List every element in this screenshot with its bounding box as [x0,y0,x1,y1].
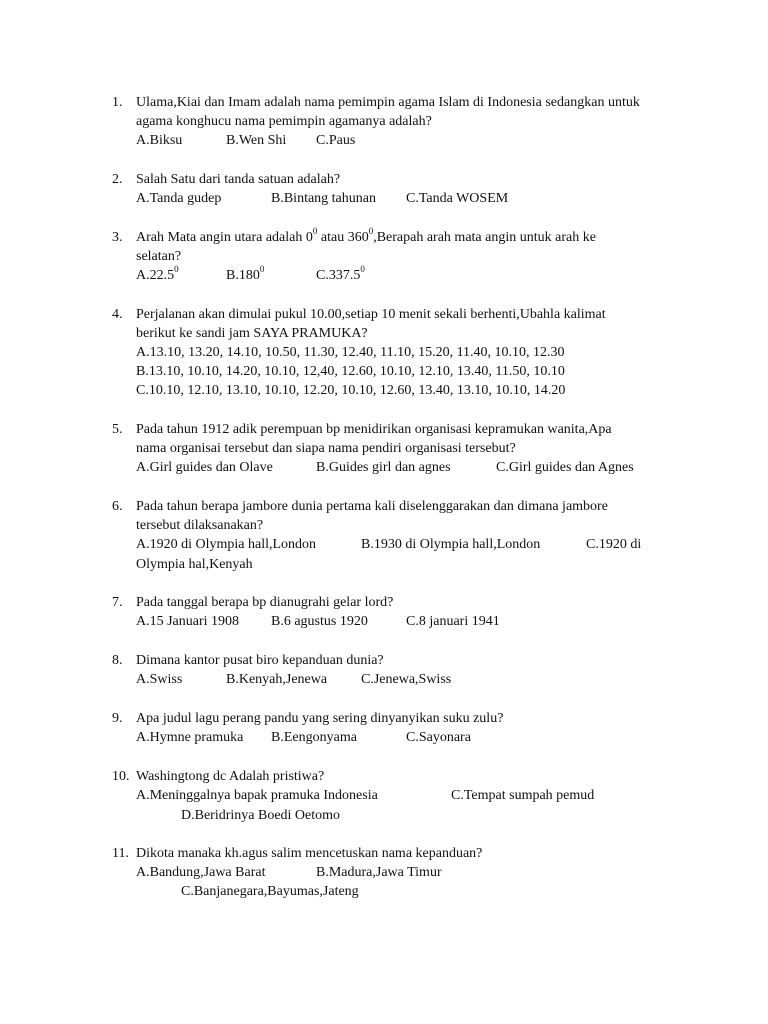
option-c: C.Jenewa,Swiss [361,672,452,687]
question-number: 2. [112,172,123,187]
option-a: A.Biksu [136,133,183,148]
question-number: 10. [112,769,130,784]
option-c: C.Paus [316,133,356,148]
question-text: Pada tahun berapa jambore dunia pertama kali diselenggarakan dan dimana jambore [136,499,608,514]
question-number: 1. [112,95,123,110]
option-b: B.Kenyah,Jenewa [226,672,328,687]
option-c: C.1920 di [586,537,642,552]
option-a: A.Girl guides dan Olave [136,460,273,475]
option-a: A.15 Januari 1908 [136,614,240,629]
question-number: 11. [112,846,129,861]
option-b: B.Eengonyama [271,730,357,745]
question-text: Ulama,Kiai dan Imam adalah nama pemimpin agama Islam di Indonesia sedangkan untuk [136,95,640,110]
question-number: 7. [112,595,123,610]
option-a: A.13.10, 13.20, 14.10, 10.50, 11.30, 12.40, 11.10, 15.20, 11.40, 10.10, 12.30 [136,345,565,360]
question-text: tersebut dilaksanakan? [136,518,264,533]
option-b: B.13.10, 10.10, 14.20, 10.10, 12,40, 12.60, 10.10, 12.10, 13.40, 11.50, 10.10 [136,364,565,379]
option-a: A.Swiss [136,672,183,687]
option-c: C.Tanda WOSEM [406,191,509,206]
question-text: Salah Satu dari tanda satuan adalah? [136,172,341,187]
question-text: Pada tanggal berapa bp dianugrahi gelar lord? [136,595,394,610]
question-text: Apa judul lagu perang pandu yang sering dinyanyikan suku zulu? [136,711,504,726]
option-b: B.Wen Shi [226,133,287,148]
question-text: Dikota manaka kh.agus salim mencetuskan nama kepanduan? [136,846,483,861]
option-a: A.Meninggalnya bapak pramuka Indonesia [136,788,378,803]
option-b: B.1930 di Olympia hall,London [361,537,541,552]
question-text: agama konghucu nama pemimpin agamanya adalah? [136,114,432,129]
option-b: B.6 agustus 1920 [271,614,368,629]
question-text: Washingtong dc Adalah pristiwa? [136,769,325,784]
option-a: A.Hymne pramuka [136,730,244,745]
option-c-continued: Olympia hal,Kenyah [136,557,253,572]
question-text: Dimana kantor pusat biro kepanduan dunia? [136,653,384,668]
question-text: selatan? [136,249,182,264]
option-b: B.180$^0$ [226,264,265,283]
question-number: 9. [112,711,123,726]
option-a: A.1920 di Olympia hall,London [136,537,317,552]
question-number: 3. [112,230,123,245]
option-c: C.Tempat sumpah pemud [451,788,595,803]
question-number: 8. [112,653,123,668]
question-text: nama organisai tersebut dan siapa nama pendiri organisasi tersebut? [136,441,516,456]
option-c: C.Sayonara [406,730,471,745]
option-c: C.337.5$^0$ [316,264,365,283]
option-b: B.Bintang tahunan [271,191,376,206]
option-c: C.8 januari 1941 [406,614,500,629]
option-c: C.Banjanegara,Bayumas,Jateng [181,884,359,899]
option-c: C.10.10, 12.10, 13.10, 10.10, 12.20, 10.10, 12.60, 13.40, 13.10, 10.10, 14.20 [136,383,566,398]
question-text: Pada tahun 1912 adik perempuan bp menidirikan organisasi kepramukan wanita,Apa [136,422,612,437]
option-b: B.Guides girl dan agnes [316,460,451,475]
option-b: B.Madura,Jawa Timur [316,865,442,880]
question-number: 6. [112,499,123,514]
question-number: 5. [112,422,123,437]
question-number: 4. [112,307,123,322]
option-a: A.22.5$^0$ [136,264,179,283]
option-a: A.Tanda gudep [136,191,222,206]
question-text: berikut ke sandi jam SAYA PRAMUKA? [136,326,368,341]
question-text: Arah Mata angin utara adalah $0^0$ atau $360^0,Berapah$ arah mata angin untuk arah ke [136,226,596,245]
question-text: Perjalanan akan dimulai pukul 10.00,setiap 10 menit sekali berhenti,Ubahla kalimat [136,307,606,322]
option-a: A.Bandung,Jawa Barat [136,865,266,880]
option-d: D.Beridrinya Boedi Oetomo [181,808,341,823]
option-c: C.Girl guides dan Agnes [496,460,634,475]
